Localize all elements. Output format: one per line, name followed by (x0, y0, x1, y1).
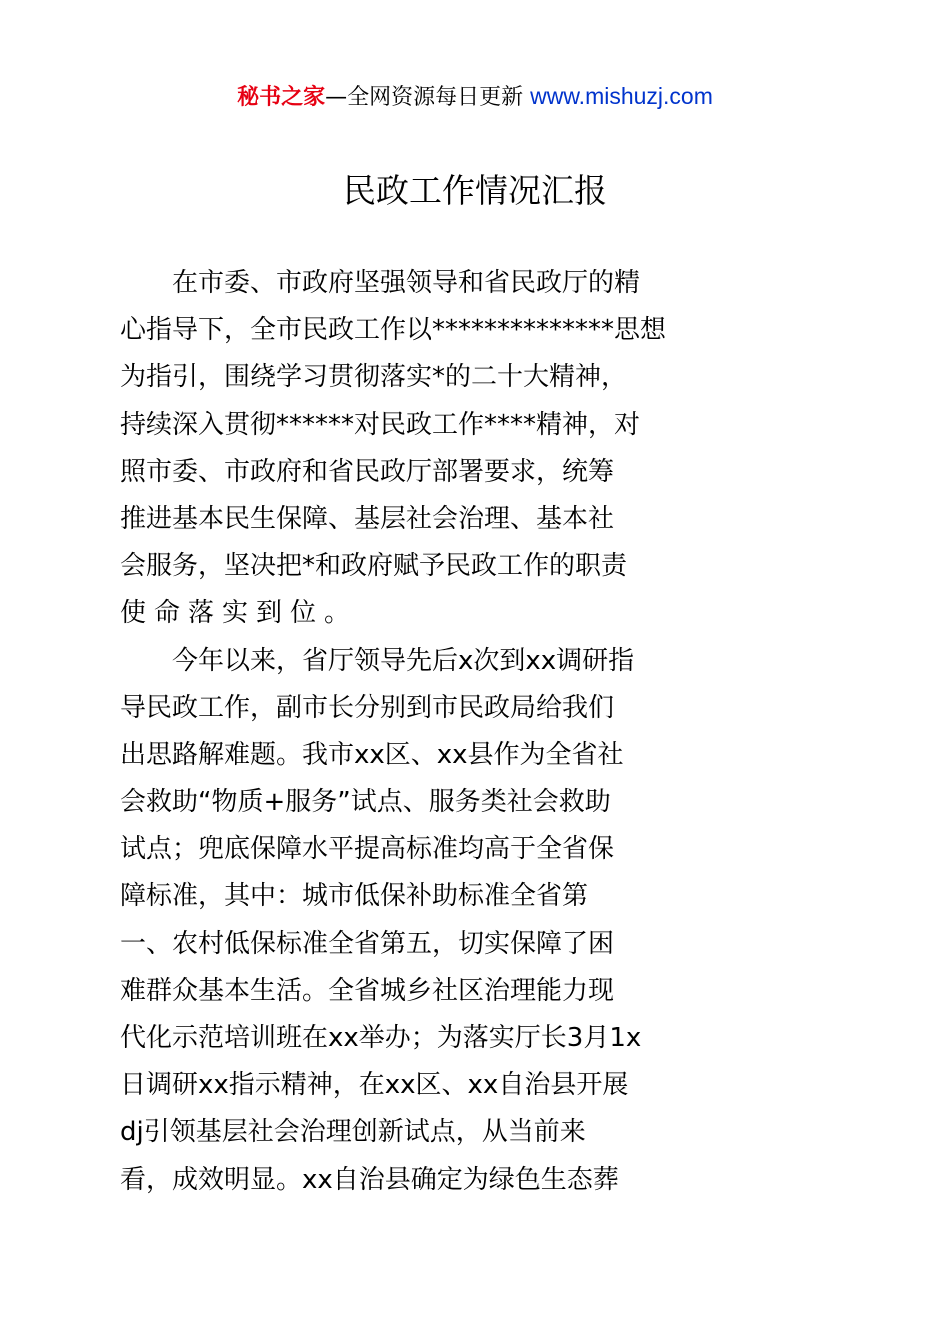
brand-name: 秘书之家 (237, 85, 326, 110)
header-dash: — (325, 85, 348, 110)
document-title: 民政工作情况汇报 (343, 171, 607, 210)
document-body (120, 260, 822, 1204)
body-line: 照市委、市政府和省民政厅部署要求，统筹 (120, 456, 615, 487)
body-line: 在市委、市政府坚强领导和省民政厅的精 (172, 268, 641, 298)
body-line: 为指引，围绕学习贯彻落实*的二十大精神， (120, 362, 628, 393)
site-url-link[interactable]: www.mishuzj.com (530, 83, 713, 109)
body-line: 今年以来，省厅领导先后x次到xx调研指 (172, 645, 635, 676)
body-line: 导民政工作，副市长分别到市民政局给我们 (120, 692, 615, 723)
body-line: 推进基本民生保障、基层社会治理、基本社 (120, 503, 615, 534)
body-line: 难群众基本生活。全省城乡社区治理能力现 (120, 975, 615, 1006)
body-line: 试点；兜底保障水平提高标准均高于全省保 (120, 834, 615, 865)
body-line: 障标准，其中：城市低保补助标准全省第 (120, 881, 589, 912)
body-line: 代化示范培训班在xx举办；为落实厅长3月1x (120, 1023, 642, 1053)
body-line: 一、农村低保标准全省第五，切实保障了困 (120, 928, 615, 959)
body-line: 持续深入贯彻******对民政工作****精神，对 (120, 409, 641, 440)
body-line: 日调研xx指示精神，在xx区、xx自治县开展 (120, 1070, 629, 1101)
body-line: 看，成效明显。xx自治县确定为绿色生态葬 (120, 1164, 619, 1195)
body-line: 出思路解难题。我市xx区、xx县作为全省社 (120, 739, 624, 770)
body-line: dj引领基层社会治理创新试点，从当前来 (120, 1117, 586, 1148)
body-line: 使命落实到位。 (120, 598, 359, 629)
body-line: 心指导下，全市民政工作以**************思想 (120, 315, 667, 346)
body-line: 会救助“物质+服务”试点、服务类社会救助 (120, 787, 611, 818)
header-slogan: 全网资源每日更新 (347, 85, 524, 110)
site-header (0, 80, 950, 114)
body-line: 会服务，坚决把*和政府赋予民政工作的职责 (120, 551, 628, 582)
